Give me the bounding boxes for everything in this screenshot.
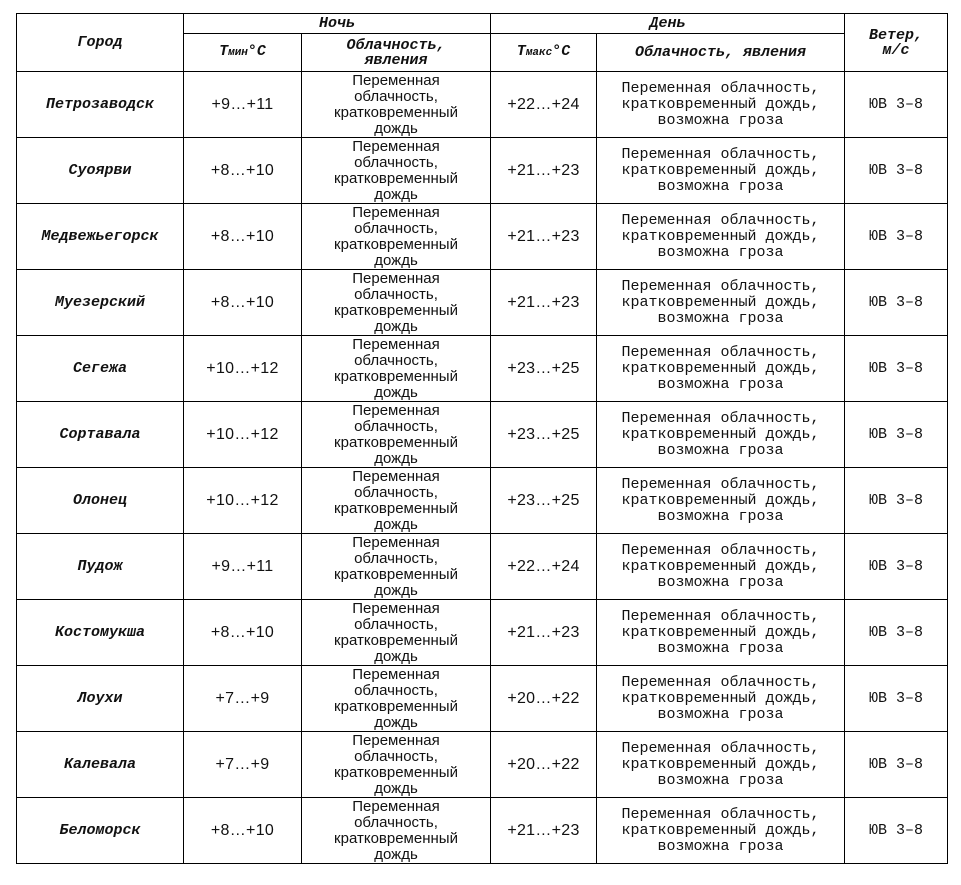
header-row-top	[17, 14, 948, 34]
wind-cell: ЮВ 3–8	[845, 666, 948, 732]
forecast-table	[16, 13, 948, 864]
night-cloud-cell	[302, 336, 491, 402]
day-cloud-cell	[597, 270, 845, 336]
night-temp-cell: +10…+12	[184, 468, 302, 534]
city-cell: Медвежьегорск	[17, 204, 184, 270]
night-cloud-cell	[302, 666, 491, 732]
header-night-cloud-label: Облачность, явления	[346, 36, 446, 69]
table-row	[17, 600, 948, 666]
header-tmin-unit: °С	[247, 43, 266, 60]
night-cloud-cell-text: Переменная облачность, кратковременный дождь	[334, 665, 458, 731]
city-cell: Сегежа	[17, 336, 184, 402]
header-night-cloud	[302, 34, 491, 72]
night-cloud-cell-text: Переменная облачность, кратковременный дождь	[334, 533, 458, 599]
day-temp-cell: +21…+23	[491, 600, 597, 666]
city-cell: Муезерский	[17, 270, 184, 336]
night-cloud-cell	[302, 732, 491, 798]
wind-cell: ЮВ 3–8	[845, 798, 948, 864]
night-cloud-cell-text: Переменная облачность, кратковременный дождь	[334, 731, 458, 797]
day-temp-cell: +22…+24	[491, 72, 597, 138]
day-cloud-cell-text: Переменная облачность, кратковременный дождь, возможна гроза	[621, 79, 820, 129]
day-temp-cell: +21…+23	[491, 204, 597, 270]
header-city: Город	[17, 14, 184, 72]
day-temp-cell: +21…+23	[491, 798, 597, 864]
day-cloud-cell-text: Переменная облачность, кратковременный дождь, возможна гроза	[621, 607, 820, 657]
day-temp-cell: +20…+22	[491, 666, 597, 732]
night-cloud-cell-text: Переменная облачность, кратковременный дождь	[334, 203, 458, 269]
night-cloud-cell	[302, 138, 491, 204]
night-cloud-cell	[302, 72, 491, 138]
day-cloud-cell-text: Переменная облачность, кратковременный дождь, возможна гроза	[621, 475, 820, 525]
night-cloud-cell-text: Переменная облачность, кратковременный дождь	[334, 269, 458, 335]
table-row	[17, 534, 948, 600]
wind-cell: ЮВ 3–8	[845, 204, 948, 270]
day-cloud-cell-text: Переменная облачность, кратковременный дождь, возможна гроза	[621, 739, 820, 789]
wind-cell: ЮВ 3–8	[845, 402, 948, 468]
day-cloud-cell	[597, 204, 845, 270]
header-day-cloud: Облачность, явления	[597, 34, 845, 72]
header-tmax-unit: °С	[552, 43, 571, 60]
night-cloud-cell	[302, 402, 491, 468]
night-cloud-cell-text: Переменная облачность, кратковременный дождь	[334, 137, 458, 203]
header-tmax-sub: макс	[525, 47, 553, 59]
city-cell: Пудож	[17, 534, 184, 600]
table-row	[17, 468, 948, 534]
header-tmax-main: Т	[516, 43, 526, 60]
wind-cell: ЮВ 3–8	[845, 600, 948, 666]
table-row	[17, 138, 948, 204]
wind-cell: ЮВ 3–8	[845, 270, 948, 336]
day-temp-cell: +21…+23	[491, 138, 597, 204]
table-row	[17, 798, 948, 864]
night-cloud-cell-text: Переменная облачность, кратковременный дождь	[334, 797, 458, 863]
city-cell: Калевала	[17, 732, 184, 798]
day-cloud-cell-text: Переменная облачность, кратковременный дождь, возможна гроза	[621, 211, 820, 261]
day-cloud-cell	[597, 468, 845, 534]
table-row	[17, 402, 948, 468]
header-wind-label: Ветер, м/с	[869, 26, 924, 59]
night-cloud-cell	[302, 204, 491, 270]
wind-cell: ЮВ 3–8	[845, 534, 948, 600]
header-tmin-main: Т	[219, 43, 229, 60]
city-cell: Костомукша	[17, 600, 184, 666]
night-temp-cell: +8…+10	[184, 600, 302, 666]
day-temp-cell: +23…+25	[491, 336, 597, 402]
night-temp-cell: +8…+10	[184, 798, 302, 864]
day-cloud-cell	[597, 402, 845, 468]
day-cloud-cell	[597, 600, 845, 666]
night-temp-cell: +8…+10	[184, 270, 302, 336]
night-cloud-cell	[302, 534, 491, 600]
day-temp-cell: +22…+24	[491, 534, 597, 600]
day-temp-cell: +20…+22	[491, 732, 597, 798]
night-cloud-cell	[302, 600, 491, 666]
table-row	[17, 204, 948, 270]
table-row	[17, 732, 948, 798]
night-cloud-cell-text: Переменная облачность, кратковременный дождь	[334, 467, 458, 533]
header-tmin	[184, 34, 302, 72]
day-cloud-cell-text: Переменная облачность, кратковременный дождь, возможна гроза	[621, 409, 820, 459]
day-cloud-cell-text: Переменная облачность, кратковременный дождь, возможна гроза	[621, 343, 820, 393]
night-temp-cell: +9…+11	[184, 72, 302, 138]
city-cell: Суоярви	[17, 138, 184, 204]
day-temp-cell: +23…+25	[491, 402, 597, 468]
night-cloud-cell-text: Переменная облачность, кратковременный дождь	[334, 401, 458, 467]
header-day: День	[491, 14, 845, 34]
night-cloud-cell	[302, 798, 491, 864]
day-cloud-cell	[597, 798, 845, 864]
header-tmax	[491, 34, 597, 72]
night-temp-cell: +9…+11	[184, 534, 302, 600]
night-cloud-cell	[302, 468, 491, 534]
city-cell: Олонец	[17, 468, 184, 534]
table-row	[17, 270, 948, 336]
day-cloud-cell-text: Переменная облачность, кратковременный дождь, возможна гроза	[621, 145, 820, 195]
city-cell: Сортавала	[17, 402, 184, 468]
table-row	[17, 72, 948, 138]
night-temp-cell: +7…+9	[184, 732, 302, 798]
day-temp-cell: +21…+23	[491, 270, 597, 336]
night-cloud-cell-text: Переменная облачность, кратковременный дождь	[334, 599, 458, 665]
city-cell: Лоухи	[17, 666, 184, 732]
day-cloud-cell-text: Переменная облачность, кратковременный дождь, возможна гроза	[621, 277, 820, 327]
header-night: Ночь	[184, 14, 491, 34]
day-cloud-cell	[597, 534, 845, 600]
night-temp-cell: +10…+12	[184, 336, 302, 402]
header-tmin-sub: мин	[228, 47, 248, 59]
wind-cell: ЮВ 3–8	[845, 732, 948, 798]
night-temp-cell: +8…+10	[184, 138, 302, 204]
day-cloud-cell-text: Переменная облачность, кратковременный дождь, возможна гроза	[621, 673, 820, 723]
night-temp-cell: +10…+12	[184, 402, 302, 468]
day-cloud-cell	[597, 336, 845, 402]
day-cloud-cell-text: Переменная облачность, кратковременный дождь, возможна гроза	[621, 805, 820, 855]
night-cloud-cell	[302, 270, 491, 336]
wind-cell: ЮВ 3–8	[845, 72, 948, 138]
city-cell: Беломорск	[17, 798, 184, 864]
night-cloud-cell-text: Переменная облачность, кратковременный дождь	[334, 335, 458, 401]
table-row	[17, 336, 948, 402]
night-temp-cell: +8…+10	[184, 204, 302, 270]
day-cloud-cell	[597, 72, 845, 138]
night-temp-cell: +7…+9	[184, 666, 302, 732]
city-cell: Петрозаводск	[17, 72, 184, 138]
day-cloud-cell	[597, 666, 845, 732]
header-wind	[845, 14, 948, 72]
wind-cell: ЮВ 3–8	[845, 138, 948, 204]
day-cloud-cell-text: Переменная облачность, кратковременный дождь, возможна гроза	[621, 541, 820, 591]
night-cloud-cell-text: Переменная облачность, кратковременный дождь	[334, 71, 458, 137]
table-row	[17, 666, 948, 732]
day-cloud-cell	[597, 732, 845, 798]
day-cloud-cell	[597, 138, 845, 204]
wind-cell: ЮВ 3–8	[845, 468, 948, 534]
wind-cell: ЮВ 3–8	[845, 336, 948, 402]
day-temp-cell: +23…+25	[491, 468, 597, 534]
